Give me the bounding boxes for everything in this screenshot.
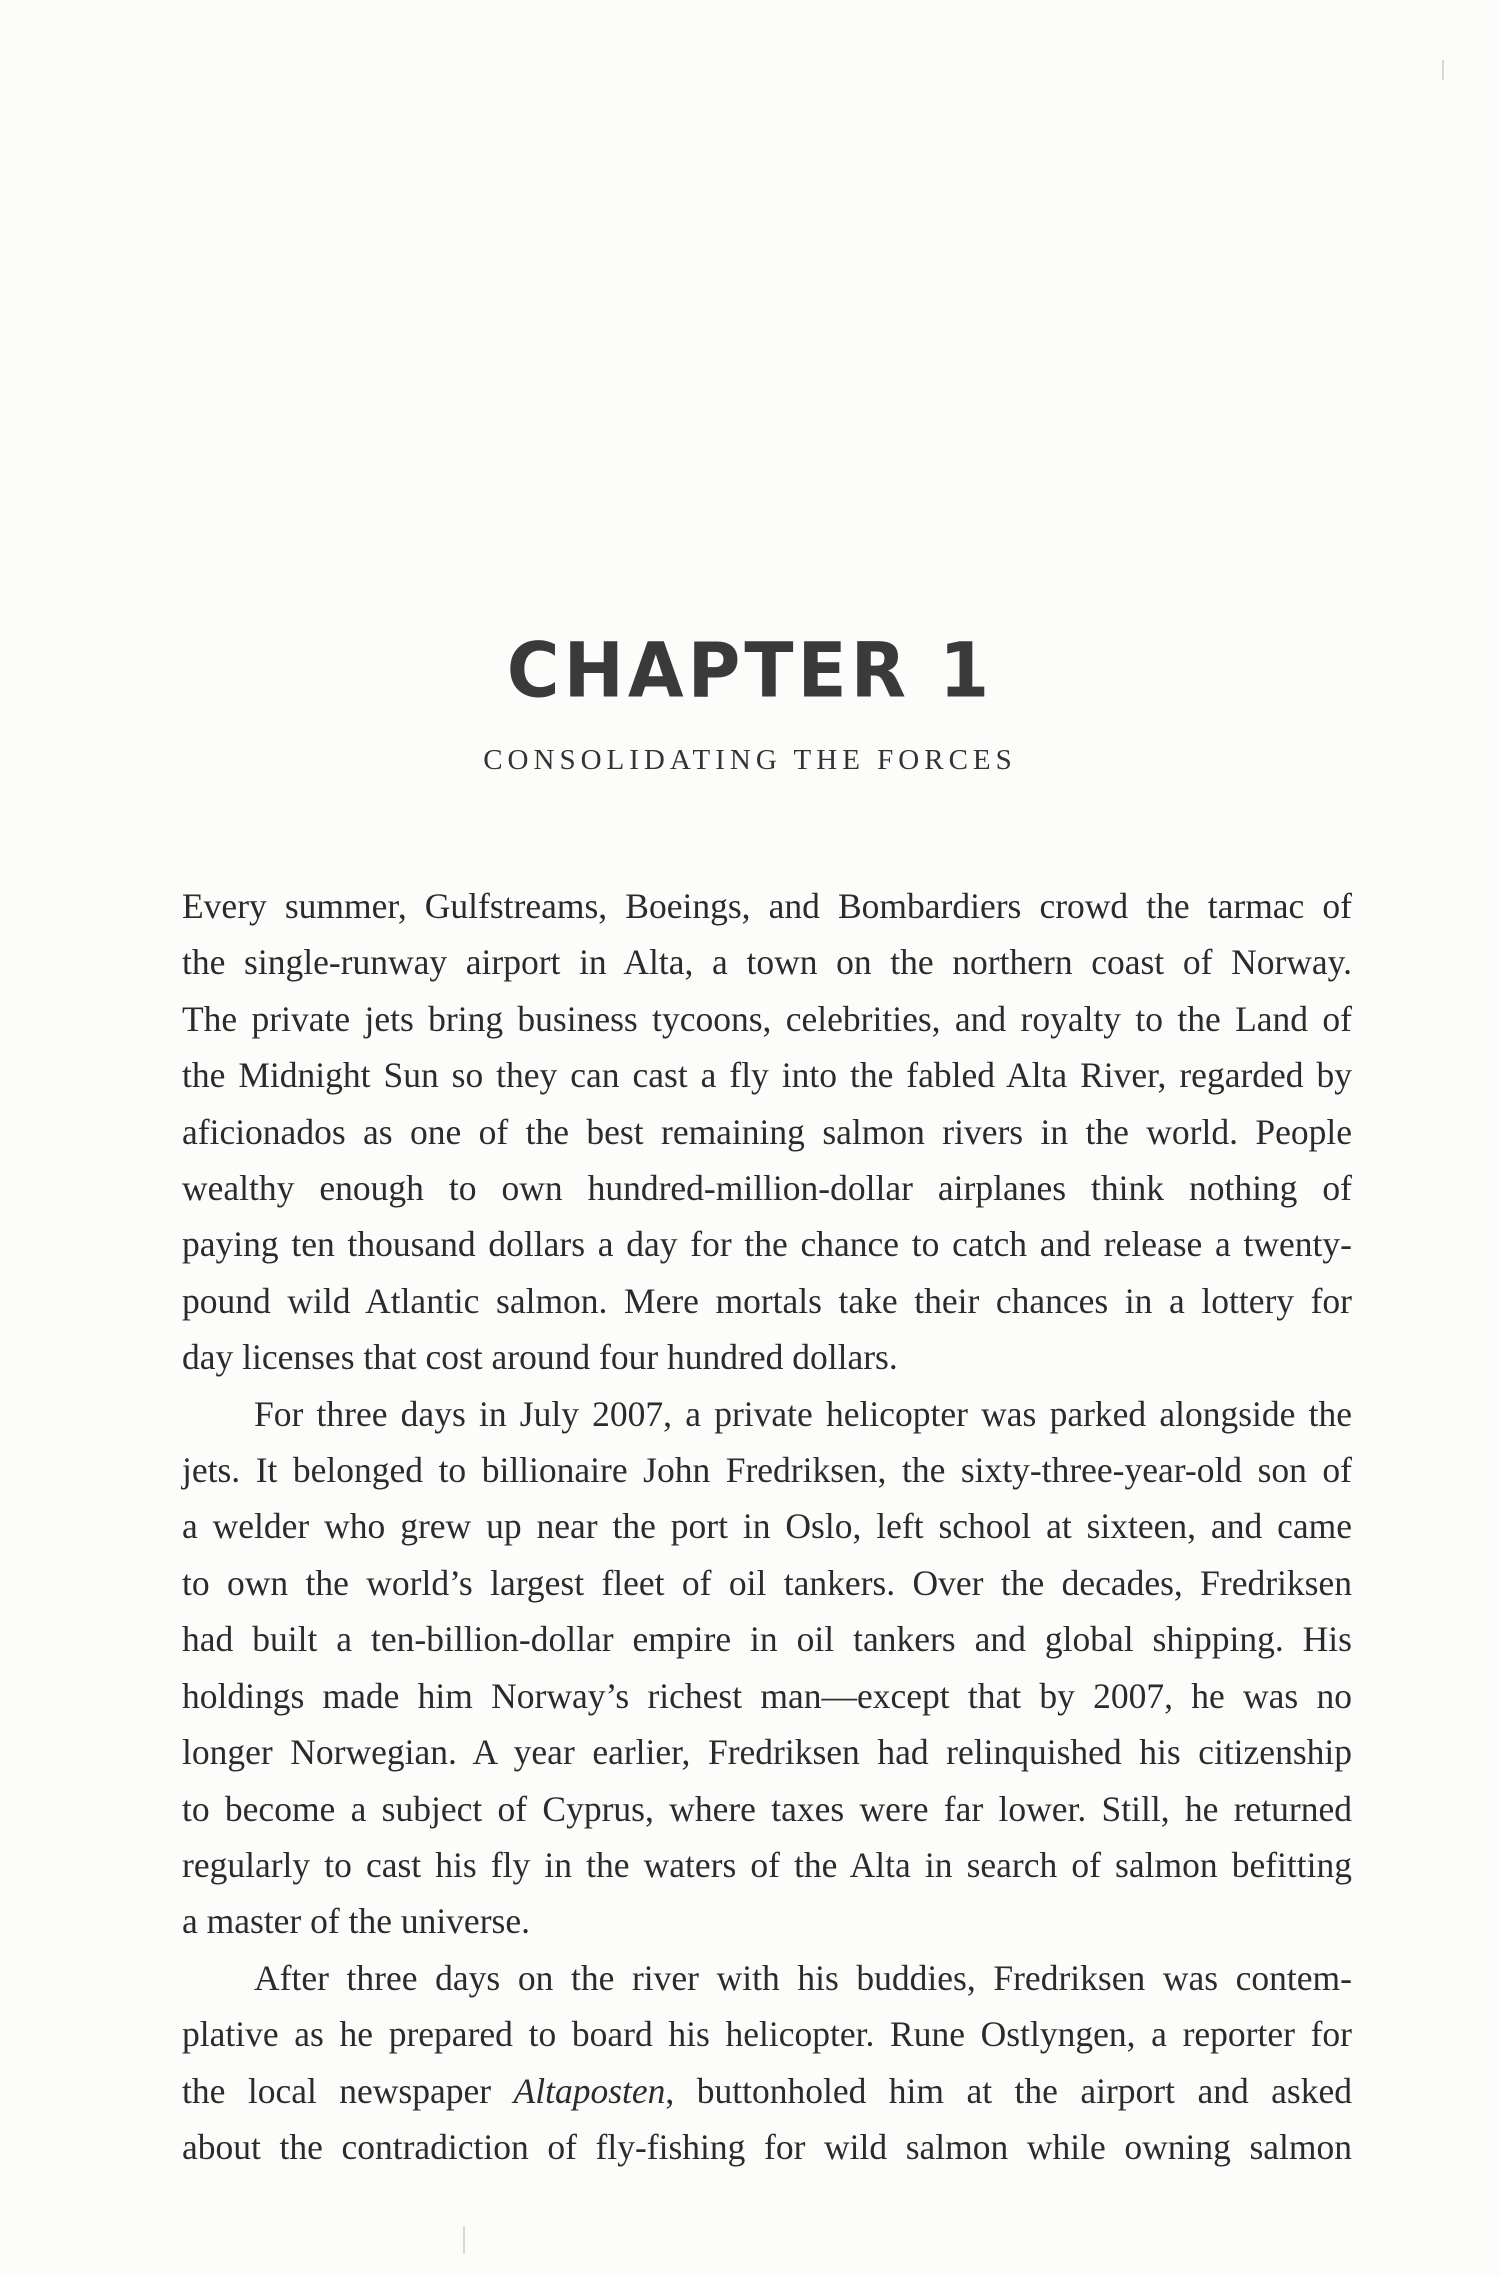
text-line: the single-runway airport in Alta, a town on the northern coast of Norway. (182, 942, 1352, 983)
paragraph-2 (182, 1386, 1352, 1950)
chapter-subtitle: CONSOLIDATING THE FORCES (483, 744, 1017, 776)
text-line: had built a ten-billion-dollar empire in oil tankers and global shipping. His (182, 1619, 1352, 1660)
text-line: Every summer, Gulfstreams, Boeings, and Bombardiers crowd the tarmac of (182, 886, 1352, 926)
text-line: to become a subject of Cyprus, where taxes were far lower. Still, he returned (182, 1788, 1352, 1829)
text-line: to own the world’s largest fleet of oil tankers. Over the decades, Fredriksen (182, 1562, 1352, 1603)
chapter-body (182, 878, 1352, 2175)
chapter-title: CHAPTER 1 (506, 625, 994, 715)
paragraph-3 (182, 1950, 1352, 2176)
paragraph-1 (182, 878, 1352, 1386)
scan-speck (463, 2226, 465, 2254)
text-line: the Midnight Sun so they can cast a fly into the fabled Alta River, regarded by (182, 1055, 1352, 1096)
scan-speck (1442, 60, 1444, 80)
text-line: aficionados as one of the best remaining salmon rivers in the world. People (182, 1111, 1352, 1152)
text-line: a master of the universe. (182, 1901, 530, 1942)
text-run: the local newspaper (182, 2070, 514, 2111)
text-line: regularly to cast his fly in the waters of the Alta in search of salmon befitting (182, 1844, 1352, 1885)
text-line (182, 2063, 1352, 2119)
text-line: plative as he prepared to board his helicopter. Rune Ostlyngen, a reporter for (182, 2014, 1352, 2055)
text-line: pound wild Atlantic salmon. Mere mortals take their chances in a lottery for (182, 1280, 1352, 1321)
text-line: wealthy enough to own hundred-million-dollar airplanes think nothing of (182, 1168, 1352, 1209)
text-line: For three days in July 2007, a private helicopter was parked alongside the (254, 1393, 1352, 1434)
newspaper-name: Altaposten (513, 2070, 666, 2111)
text-line: longer Norwegian. A year earlier, Fredriksen had relinquished his citizenship (182, 1732, 1352, 1773)
text-line: paying ten thousand dollars a day for the chance to catch and release a twenty- (182, 1224, 1352, 1265)
text-line: After three days on the river with his buddies, Fredriksen was contem- (254, 1957, 1352, 1998)
text-line: day licenses that cost around four hundred dollars. (182, 1337, 898, 1378)
text-line: about the contradiction of fly-fishing for wild salmon while owning salmon (182, 2126, 1352, 2167)
text-line: holdings made him Norway’s richest man—except that by 2007, he was no (182, 1675, 1352, 1716)
text-line: The private jets bring business tycoons, celebrities, and royalty to the Land of (182, 998, 1352, 1039)
text-line: jets. It belonged to billionaire John Fredriksen, the sixty-three-year-old son of (182, 1450, 1352, 1491)
text-line: a welder who grew up near the port in Oslo, left school at sixteen, and came (182, 1506, 1352, 1547)
text-run: , buttonholed him at the airport and asked (665, 2070, 1352, 2111)
